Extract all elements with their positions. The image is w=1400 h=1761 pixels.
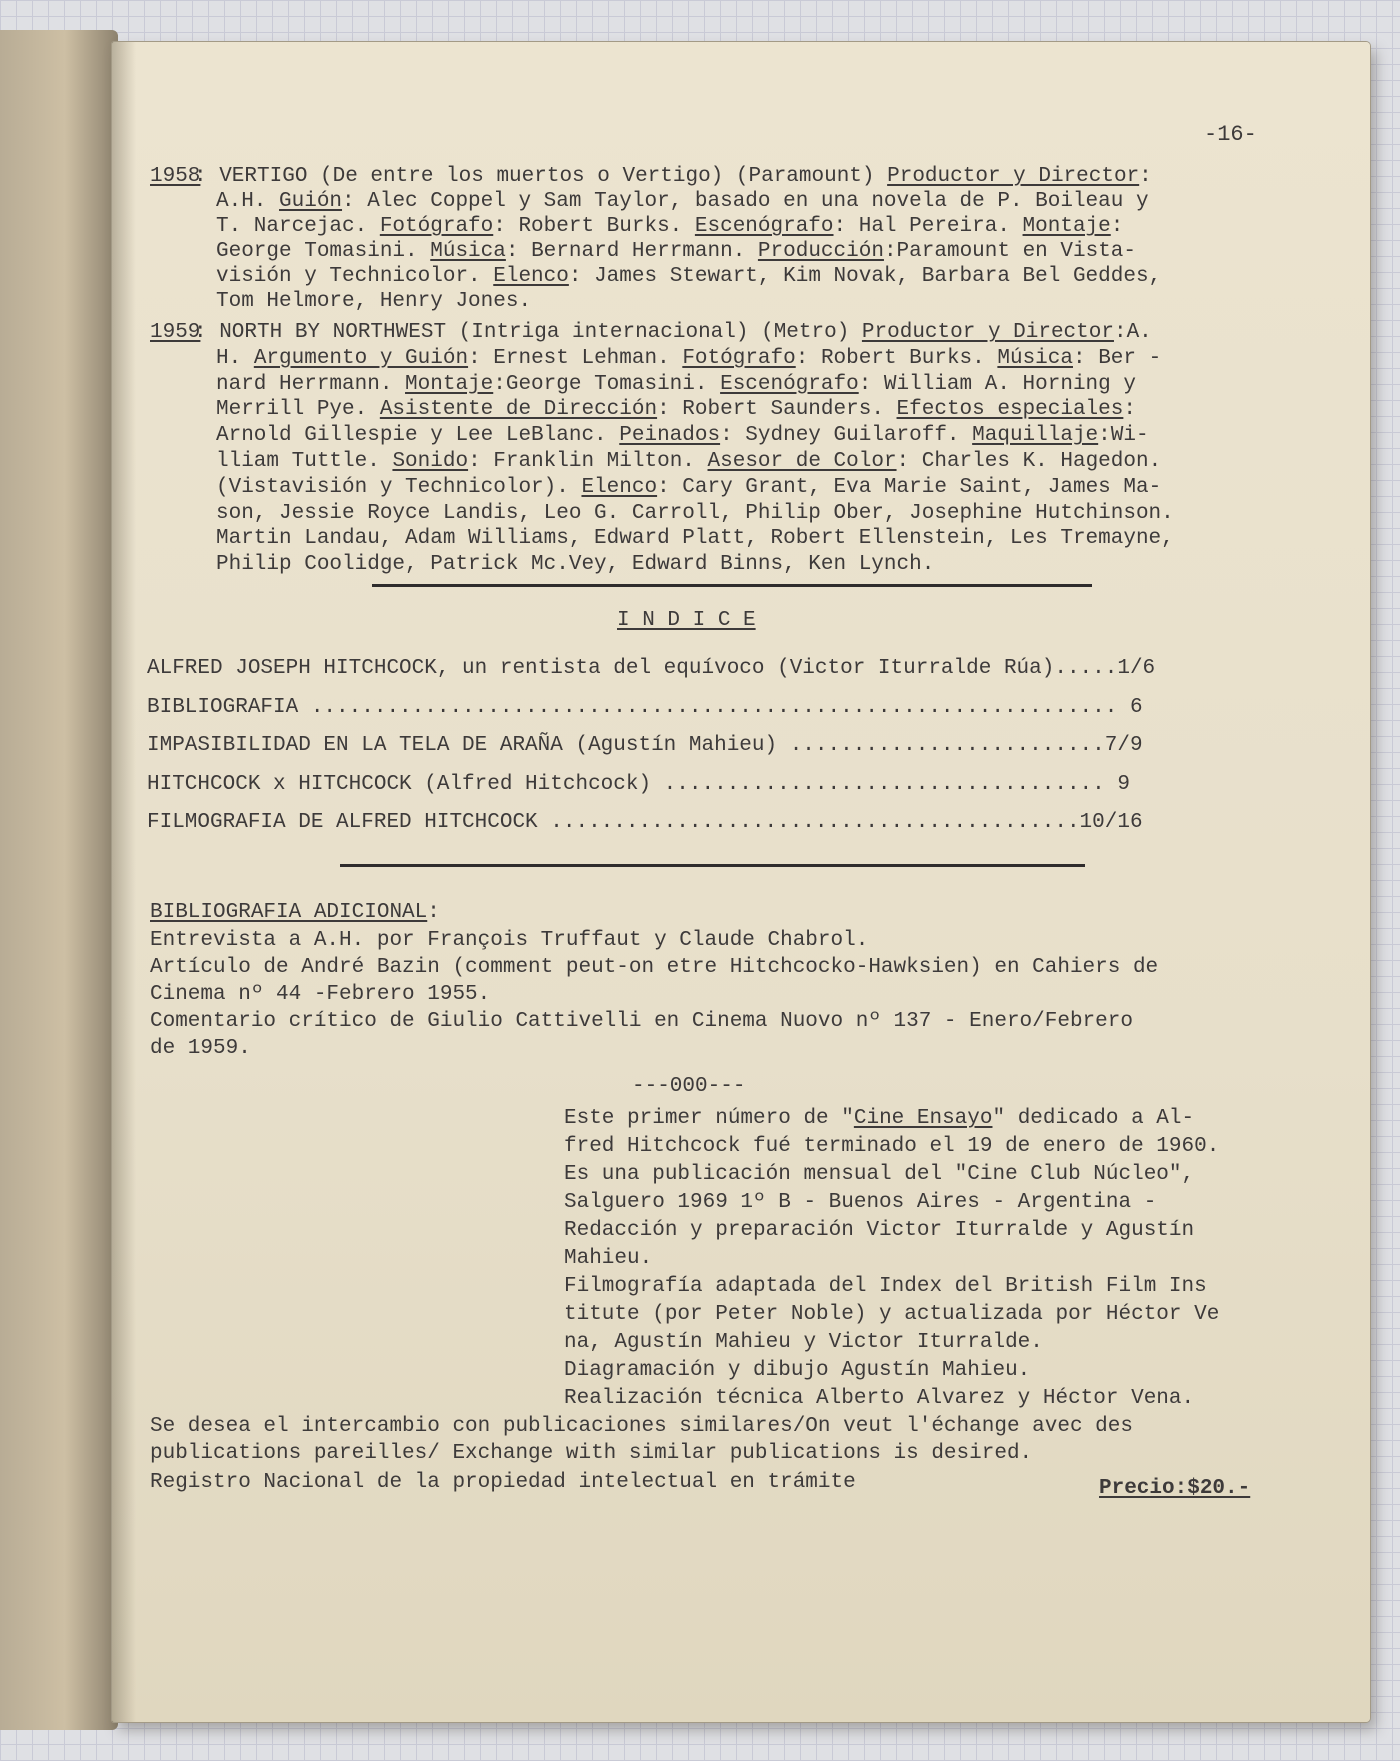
text-segment: nard Herrmann. xyxy=(216,372,406,396)
text-segment: : Ernest Lehman. xyxy=(468,346,683,370)
text-segment: Merrill Pye. xyxy=(216,398,380,422)
credit-label: Argumento y Guión xyxy=(253,346,469,370)
text-segment: : Cary Grant, Eva Marie Saint, James Ma- xyxy=(657,475,1162,499)
text-segment: Es una publicación mensual del "Cine Club Núcleo", xyxy=(564,1163,1195,1186)
text-segment: :Wi- xyxy=(1098,424,1149,448)
text-line xyxy=(564,1162,1194,1188)
credit-label: Efectos especiales xyxy=(896,398,1124,422)
document-page xyxy=(112,42,1370,1722)
credit-label: Productor y Director xyxy=(887,165,1140,188)
index-heading: I N D I C E xyxy=(617,609,756,632)
text-segment: Mahieu. xyxy=(564,1247,653,1270)
page-number: -16- xyxy=(1204,122,1257,147)
text-segment: titute (por Peter Noble) y actualizada por Héctor Ve xyxy=(564,1303,1220,1326)
credit-label: Montaje xyxy=(405,372,494,396)
text-segment: A.H. xyxy=(216,190,280,213)
text-segment: : Alec Coppel y Sam Taylor, basado en una novela de P. Boileau y xyxy=(342,190,1149,213)
text-segment: : Robert Burks. xyxy=(795,346,998,370)
text-line xyxy=(216,526,1174,552)
index-entry: HITCHCOCK x HITCHCOCK (Alfred Hitchcock) ................................... 9 xyxy=(147,772,1130,796)
text-line xyxy=(216,552,934,578)
additional-bibliography-heading: BIBLIOGRAFIA ADICIONAL: xyxy=(150,901,440,924)
credit-label: Fotógrafo xyxy=(379,215,494,238)
credit-label: Escenógrafo xyxy=(694,215,834,238)
text-segment: : Sydney Guilaroff. xyxy=(720,424,973,448)
text-segment: Filmografía adaptada del Index del British Film Ins xyxy=(564,1275,1207,1298)
text-segment: : William A. Horning y xyxy=(858,372,1136,396)
text-segment: son, Jessie Royce Landis, Leo G. Carroll, Philip Ober, Josephine Hutchinson. xyxy=(216,501,1174,525)
text-segment: Philip Coolidge, Patrick Mc.Vey, Edward Binns, Ken Lynch. xyxy=(216,553,935,577)
page-gutter-shadow xyxy=(112,42,136,1722)
text-line xyxy=(564,1330,1043,1356)
text-line xyxy=(216,214,1123,240)
credit-label: Guión xyxy=(279,190,343,213)
bibliography-line: de 1959. xyxy=(150,1037,251,1060)
index-entry: IMPASIBILIDAD EN LA TELA DE ARAÑA (Agustín Mahieu) .........................7/9 xyxy=(147,734,1143,757)
credit-label: Maquillaje xyxy=(972,424,1099,448)
text-line xyxy=(564,1386,1194,1412)
text-line xyxy=(216,346,1161,372)
text-segment: H. xyxy=(216,346,254,370)
credit-label: Elenco xyxy=(581,475,658,499)
text-line xyxy=(564,1358,1030,1384)
index-entry: ALFRED JOSEPH HITCHCOCK, un rentista del equívoco (Victor Iturralde Rúa).....1/6 xyxy=(147,657,1156,680)
text-line xyxy=(216,501,1174,527)
credit-label: Peinados xyxy=(619,424,721,448)
text-line xyxy=(194,320,1152,346)
exchange-line: Se desea el intercambio con publicaciones similares/On veut l'échange avec des xyxy=(150,1415,1133,1438)
text-segment: : Ber - xyxy=(1073,346,1162,370)
text-segment: :A. xyxy=(1113,321,1152,344)
text-line xyxy=(216,423,1149,449)
text-segment: : Robert Burks. xyxy=(493,215,695,238)
price-label: Precio:$20.- xyxy=(1099,1477,1251,1500)
text-segment: (Vistavisión y Technicolor). xyxy=(216,475,582,499)
section-divider xyxy=(340,864,1085,867)
section-divider xyxy=(372,584,1092,587)
text-segment: Redacción y preparación Victor Iturralde y Agustín xyxy=(564,1219,1195,1242)
text-segment: Diagramación y dibujo Agustín Mahieu. xyxy=(564,1359,1031,1382)
credit-label: Cine Ensayo xyxy=(853,1107,993,1130)
text-segment: T. Narcejac. xyxy=(216,215,380,238)
credit-label: Producción xyxy=(757,240,884,263)
text-segment: : Robert Saunders. xyxy=(657,398,897,422)
entry-year: 1958 xyxy=(150,165,201,188)
text-line xyxy=(216,189,1149,215)
text-segment: : NORTH BY NORTHWEST (Intriga internacional) (Metro) xyxy=(194,321,862,344)
credit-label: Sonido xyxy=(392,450,469,473)
text-line xyxy=(216,397,1136,423)
text-segment: " dedicado a Al- xyxy=(992,1107,1195,1130)
text-segment: lliam Tuttle. xyxy=(216,450,393,473)
text-segment: :George Tomasini. xyxy=(493,372,721,396)
text-segment: : Bernard Herrmann. xyxy=(505,240,758,263)
bibliography-line: Comentario crítico de Giulio Cattivelli en Cinema Nuovo nº 137 - Enero/Febrero xyxy=(150,1010,1133,1033)
bibliography-line: Cinema nº 44 -Febrero 1955. xyxy=(150,983,491,1006)
index-entry: BIBLIOGRAFIA ................................................................ 6 xyxy=(147,695,1143,719)
separator-mark: ---000--- xyxy=(632,1075,746,1098)
text-line xyxy=(564,1246,652,1272)
text-line xyxy=(216,449,1161,475)
credit-label: Música xyxy=(430,240,506,263)
text-segment: : Charles K. Hagedon. xyxy=(896,450,1162,473)
text-segment: Martin Landau, Adam Williams, Edward Platt, Robert Ellenstein, Les Tremayne, xyxy=(216,527,1174,551)
registry-notice: Registro Nacional de la propiedad intelectual en trámite xyxy=(150,1471,856,1494)
text-line xyxy=(216,372,1136,398)
text-line xyxy=(216,475,1161,501)
credit-label: Asistente de Dirección xyxy=(379,398,658,422)
text-line xyxy=(216,239,1136,265)
text-segment: na, Agustín Mahieu y Victor Iturralde. xyxy=(564,1331,1043,1354)
bibliography-line: Artículo de André Bazin (comment peut-on etre Hitchcocko-Hawksien) en Cahiers de xyxy=(150,956,1159,979)
text-segment: : xyxy=(1139,165,1152,188)
text-segment: : Hal Pereira. xyxy=(833,215,1023,238)
credit-label: Fotógrafo xyxy=(682,346,796,370)
text-line xyxy=(216,289,531,315)
text-line xyxy=(564,1218,1194,1244)
credit-label: Escenógrafo xyxy=(720,372,859,396)
exchange-line: publications pareilles/ Exchange with similar publications is desired. xyxy=(150,1442,1033,1465)
text-line xyxy=(564,1274,1207,1300)
text-segment: : xyxy=(1123,398,1136,422)
text-line xyxy=(564,1106,1194,1132)
text-segment: fred Hitchcock fué terminado el 19 de enero de 1960. xyxy=(564,1135,1220,1158)
credit-label: Asesor de Color xyxy=(707,450,897,473)
text-line xyxy=(564,1134,1219,1160)
text-line xyxy=(194,164,1152,190)
credit-label: Elenco xyxy=(493,265,569,288)
index-entry: FILMOGRAFIA DE ALFRED HITCHCOCK ..........................................10/16 xyxy=(147,811,1143,834)
entry-year: 1959 xyxy=(150,321,201,344)
text-segment: : xyxy=(1110,215,1124,238)
text-segment: : VERTIGO (De entre los muertos o Vertigo) (Paramount) xyxy=(194,165,888,188)
text-segment: Tom Helmore, Henry Jones. xyxy=(216,290,532,313)
text-segment: Este primer número de " xyxy=(564,1107,854,1130)
text-segment: :Paramount en Vista- xyxy=(883,240,1136,263)
text-segment: Salguero 1969 1º B - Buenos Aires - Argentina - xyxy=(564,1191,1157,1214)
text-line xyxy=(564,1190,1156,1216)
text-segment: : Franklin Milton. xyxy=(468,450,708,473)
credit-label: Montaje xyxy=(1022,215,1111,238)
bibliography-line: Entrevista a A.H. por François Truffaut y Claude Chabrol. xyxy=(150,929,869,952)
text-segment: Realización técnica Alberto Alvarez y Héctor Vena. xyxy=(564,1387,1195,1410)
credit-label: Productor y Director xyxy=(861,321,1114,344)
credit-label: Música xyxy=(997,346,1073,370)
text-segment: visión y Technicolor. xyxy=(216,265,494,288)
text-line xyxy=(564,1302,1219,1328)
text-segment: : James Stewart, Kim Novak, Barbara Bel Geddes, xyxy=(568,265,1162,288)
text-line xyxy=(216,264,1161,290)
text-segment: Arnold Gillespie y Lee LeBlanc. xyxy=(216,424,620,448)
text-segment: George Tomasini. xyxy=(216,240,431,263)
previous-page-edge xyxy=(0,30,118,1730)
